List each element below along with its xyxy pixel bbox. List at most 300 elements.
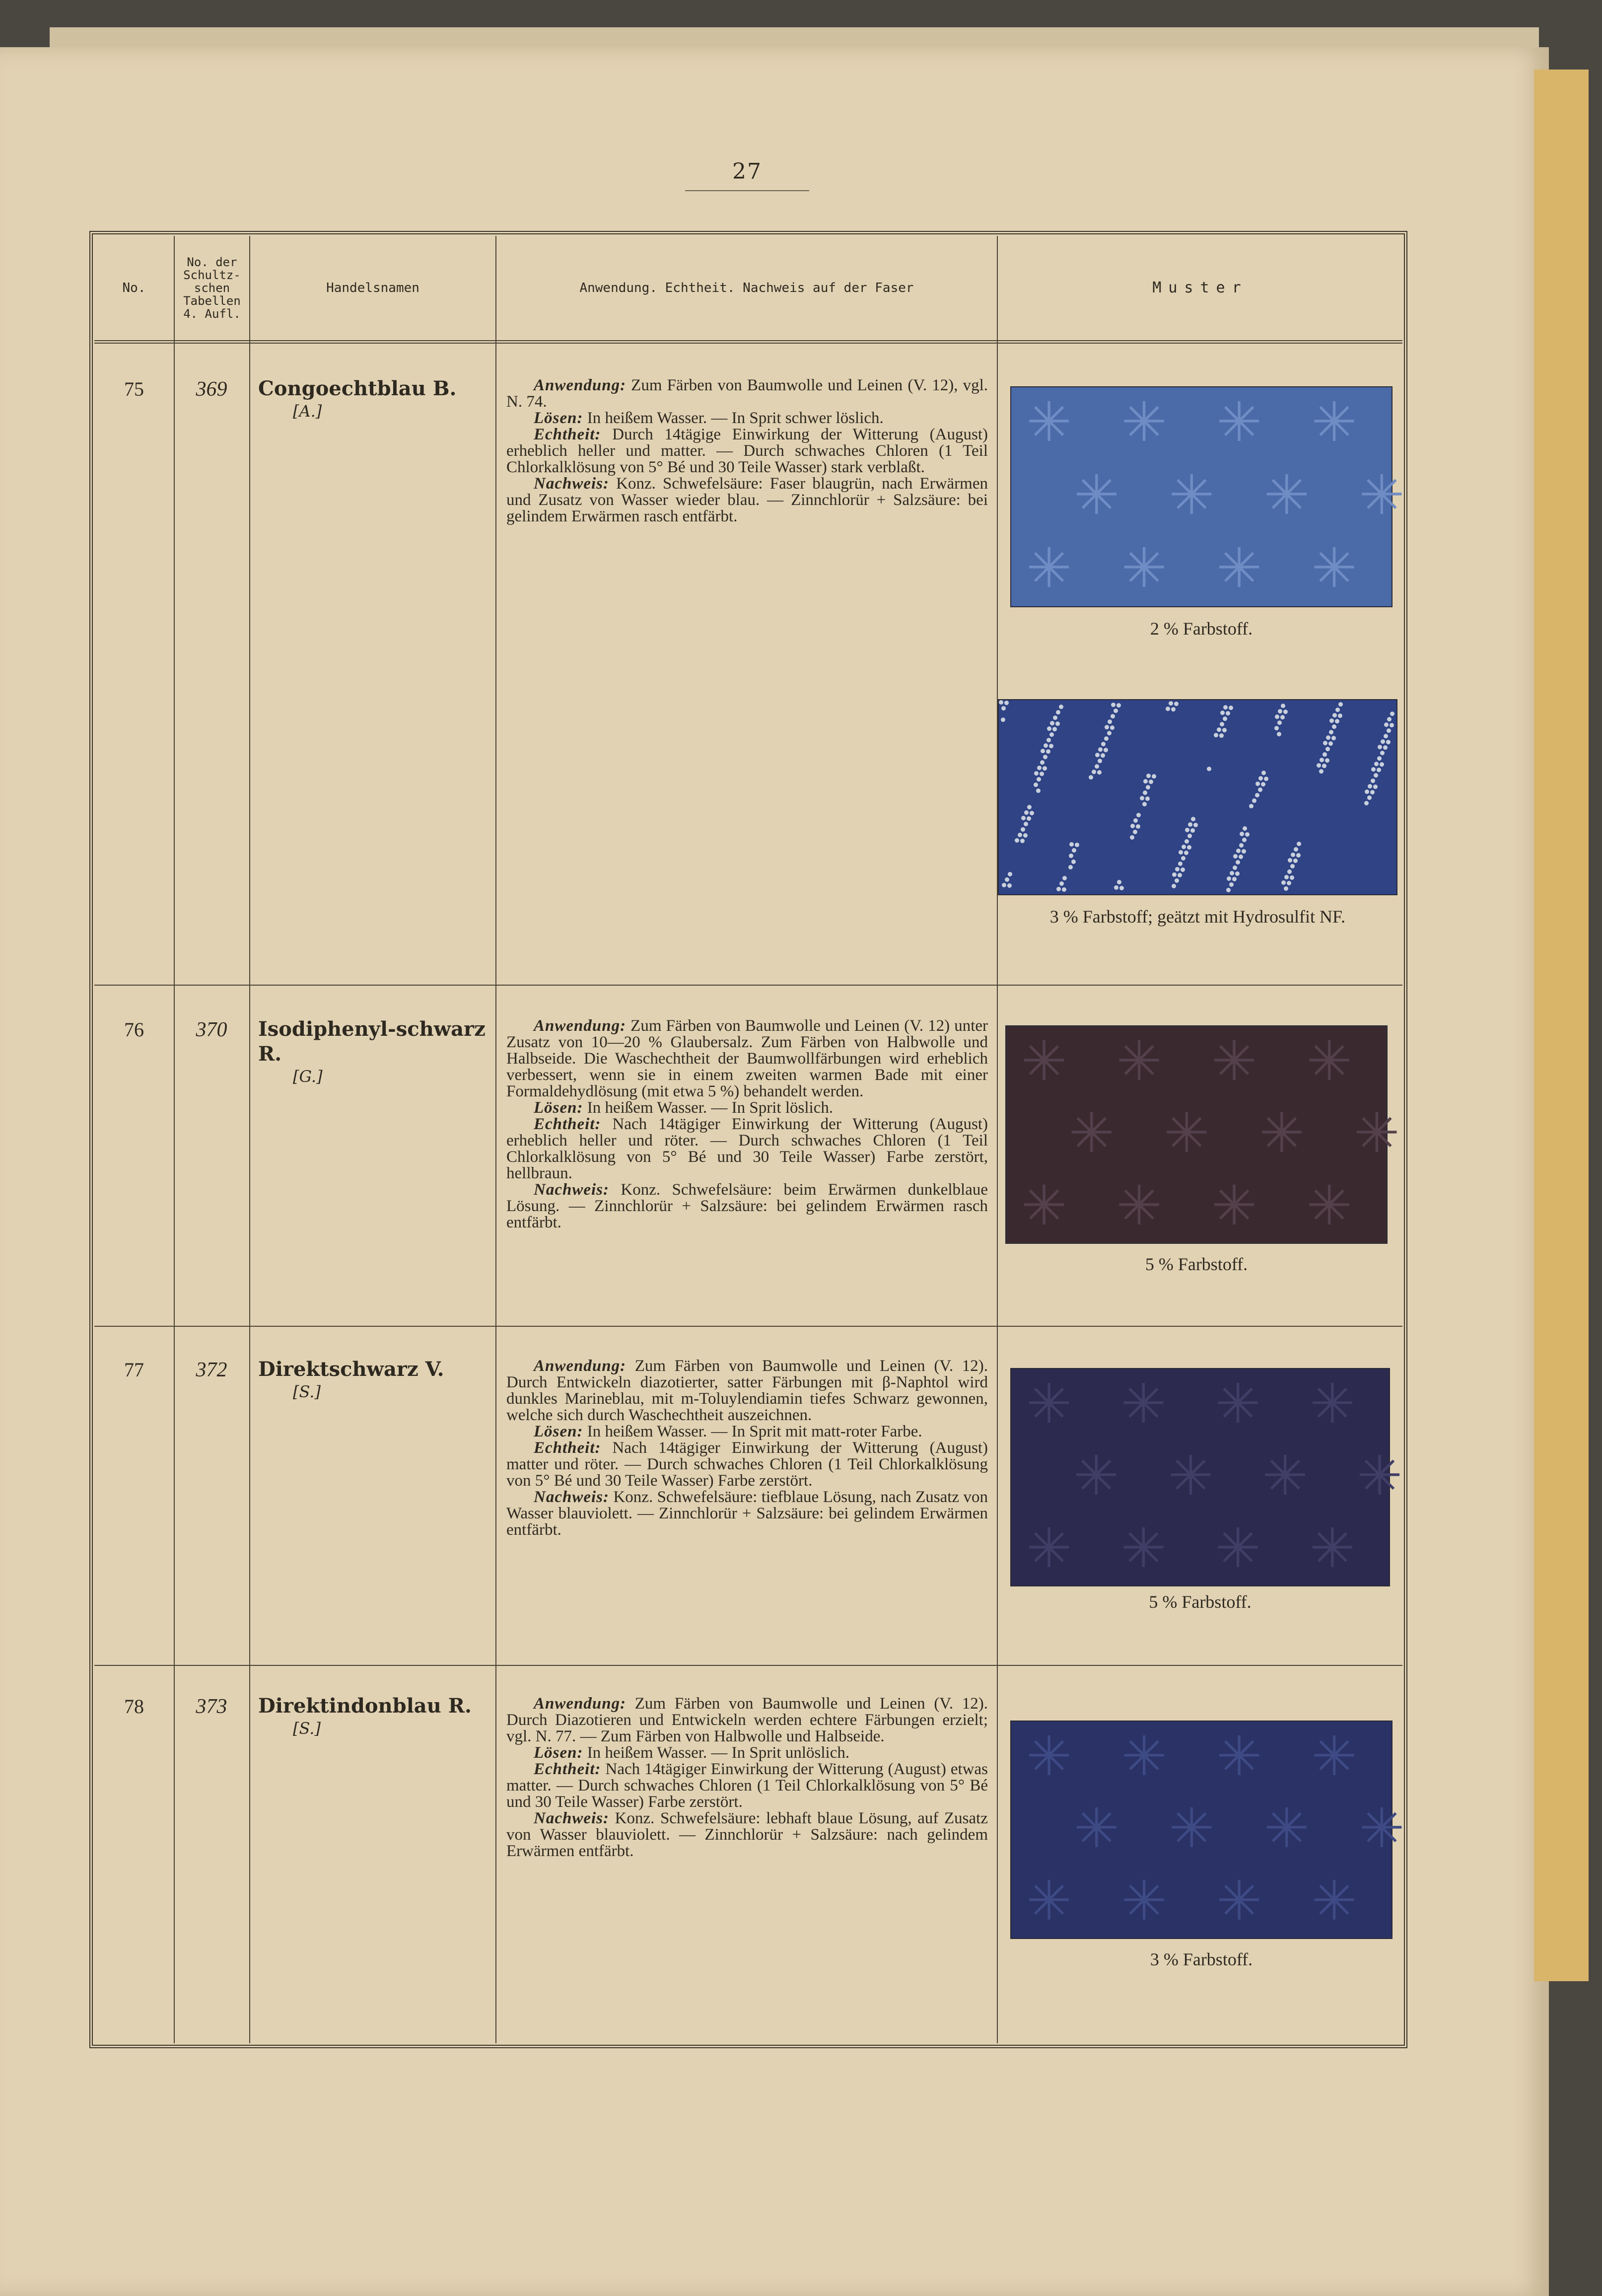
text-nachweis: Konz. Schwefelsäure: beim Erwärmen dunkelblaue Lösung. — Zinnchlorür + Salzsäure: bei gelindem Erwärmen rasch entfärbt.: [506, 1181, 988, 1231]
etched-dot-icon: [1005, 877, 1009, 882]
etched-dot-icon: [1095, 764, 1099, 769]
etched-dot-icon: [1004, 701, 1009, 705]
etched-dot-icon: [1284, 886, 1288, 891]
star-motif-icon: ✳: [1216, 390, 1262, 454]
star-motif-icon: ✳: [1026, 1724, 1072, 1788]
etched-dot-icon: [1020, 839, 1025, 843]
page-number: 27: [685, 159, 809, 191]
header-no: No.: [122, 281, 146, 295]
etched-dot-icon: [1214, 733, 1218, 737]
text-echtheit: Nach 14tägiger Einwirkung der Witterung (August) matter und röter. — Durch schwaches Chloren (1 Teil Chlorkalklösung von 5° Bé und 30 Teile Wasser) Farbe zerstört.: [506, 1439, 988, 1490]
star-motif-icon: ✳: [1263, 1796, 1310, 1861]
text-echtheit: Nach 14tägiger Einwirkung der Witterung (August) erheblich heller und röter. — Durch schwaches Chloren (1 Teil Chlorkalklösung von 5° Bé und 30 Teile Wasser) Farbe zerstört, hellbraun.: [506, 1115, 988, 1182]
star-motif-icon: ✳: [1216, 1868, 1262, 1933]
etched-dot-icon: [1249, 804, 1254, 808]
etched-dot-icon: [1146, 785, 1150, 789]
etched-dot-icon: [1367, 795, 1372, 800]
etched-dot-icon: [1075, 843, 1079, 847]
star-motif-icon: ✳: [1169, 1796, 1215, 1861]
etched-dot-icon: [1116, 703, 1121, 708]
etched-dot-icon: [1136, 824, 1140, 829]
etched-dot-icon: [1233, 854, 1238, 859]
star-motif-icon: ✳: [1121, 1724, 1167, 1788]
fabric-sample: [1010, 1368, 1403, 1586]
etched-dot-icon: [1328, 741, 1333, 746]
star-motif-icon: ✳: [1215, 1372, 1261, 1435]
etched-dot-icon: [1332, 724, 1336, 729]
label-nachweis: Nachweis:: [534, 1488, 609, 1506]
star-motif-icon: ✳: [1169, 463, 1215, 527]
star-motif-icon: ✳: [1258, 1101, 1305, 1165]
star-motif-icon: ✳: [1354, 1101, 1400, 1165]
etched-dot-icon: [1364, 801, 1369, 805]
etched-dot-icon: [1371, 779, 1375, 783]
etched-dot-icon: [1041, 749, 1045, 753]
trade-name: [258, 1357, 491, 1402]
text-loesen: In heißem Wasser. — In Sprit löslich.: [587, 1099, 834, 1117]
etched-dot-icon: [1015, 838, 1019, 843]
etched-dot-icon: [1152, 774, 1156, 779]
entry-number: 75: [124, 378, 144, 400]
etched-dot-icon: [1380, 751, 1385, 755]
column-divider: [495, 236, 496, 2043]
etched-dot-icon: [1166, 707, 1170, 711]
etched-dot-icon: [1226, 888, 1231, 892]
star-motif-icon: ✳: [1121, 1868, 1167, 1933]
sample-caption: 2 % Farbstoff.: [1150, 619, 1253, 639]
sample-caption: 5 % Farbstoff.: [1149, 1592, 1252, 1612]
trade-name-text: Congoechtblau B.: [258, 377, 457, 400]
etched-dot-icon: [1068, 865, 1073, 869]
etched-dot-icon: [1055, 721, 1060, 726]
etched-dot-icon: [1261, 771, 1266, 775]
star-motif-icon: ✳: [1164, 1101, 1210, 1165]
etched-dot-icon: [1390, 712, 1394, 716]
star-motif-icon: ✳: [1073, 1444, 1119, 1508]
etched-dot-icon: [1027, 805, 1032, 809]
etched-dot-icon: [1069, 854, 1073, 858]
etched-dot-icon: [1290, 875, 1294, 880]
entry-number: 76: [124, 1018, 144, 1041]
etched-dot-icon: [1242, 838, 1247, 842]
text-loesen: In heißem Wasser. — In Sprit schwer löslich.: [587, 409, 884, 427]
star-motif-icon: ✳: [1311, 536, 1357, 600]
column-divider: [249, 236, 250, 2043]
etched-dot-icon: [1024, 822, 1028, 826]
tabelle-number: 373: [196, 1695, 227, 1718]
etched-dot-icon: [1187, 834, 1192, 838]
etched-dot-icon: [1288, 858, 1292, 862]
sample-caption: 3 % Farbstoff; geätzt mit Hydrosulfit NF.: [1049, 907, 1346, 927]
tabelle-number: 369: [196, 378, 227, 401]
etched-dot-icon: [1008, 872, 1012, 876]
etched-dot-icon: [1240, 832, 1244, 836]
etched-dot-icon: [1384, 734, 1388, 738]
etched-dot-icon: [1191, 817, 1195, 821]
etched-dot-icon: [1175, 867, 1180, 871]
etched-dot-icon: [1280, 715, 1285, 719]
etched-dot-icon: [1383, 745, 1388, 750]
fabric-sample: [1010, 386, 1405, 607]
etched-dot-icon: [1219, 733, 1224, 738]
etched-dot-icon: [1323, 752, 1327, 757]
etched-dot-icon: [1320, 758, 1324, 762]
etched-dot-icon: [1319, 769, 1323, 774]
etched-dot-icon: [1217, 727, 1221, 732]
etched-dot-icon: [1130, 835, 1134, 840]
etched-dot-icon: [1037, 766, 1042, 770]
etched-dot-icon: [1098, 759, 1102, 763]
etched-dot-icon: [1062, 887, 1066, 892]
etched-dot-icon: [1281, 704, 1285, 708]
etched-dot-icon: [1172, 872, 1177, 877]
star-motif-icon: ✳: [1359, 1796, 1405, 1861]
label-echtheit: Echtheit:: [534, 1760, 601, 1778]
star-motif-icon: ✳: [1116, 1029, 1162, 1093]
label-echtheit: Echtheit:: [534, 1115, 601, 1133]
etched-dot-icon: [1021, 816, 1026, 820]
star-motif-icon: ✳: [1120, 1372, 1167, 1435]
header-tabelle: No. der Schultz-schen Tabellen 4. Aufl.: [183, 255, 241, 321]
etched-dot-icon: [1387, 717, 1392, 721]
page-side-edge: [1534, 70, 1589, 1981]
etched-dot-icon: [1172, 884, 1176, 888]
star-motif-icon: ✳: [1120, 1516, 1167, 1580]
star-motif-icon: ✳: [1311, 1868, 1357, 1933]
etched-dot-icon: [1278, 709, 1282, 714]
label-echtheit: Echtheit:: [534, 426, 601, 443]
etched-dot-icon: [1387, 728, 1391, 733]
header-anwendung: Anwendung. Echtheit. Nachweis auf der Faser: [579, 281, 914, 295]
text-nachweis: Konz. Schwefelsäure: lebhaft blaue Lösung, auf Zusatz von Wasser blauviolett. — Zinnchlorür + Salzsäure: nach gelindem Erwärmen entfärbt.: [506, 1809, 988, 1860]
star-motif-icon: ✳: [1359, 463, 1405, 527]
row-divider: [94, 1665, 1402, 1666]
etched-dot-icon: [1317, 763, 1321, 768]
star-motif-icon: ✳: [1211, 1173, 1257, 1237]
etched-dot-icon: [1001, 718, 1005, 722]
etched-dot-icon: [1365, 789, 1369, 794]
etched-dot-icon: [1287, 881, 1291, 885]
star-motif-icon: ✳: [1068, 1101, 1114, 1165]
etched-dot-icon: [1179, 850, 1183, 855]
etched-dot-icon: [1053, 716, 1057, 720]
etched-dot-icon: [1297, 842, 1301, 846]
manufacturer-code: [S.]: [293, 1382, 321, 1401]
trade-name-text: Direktschwarz V.: [258, 1358, 444, 1381]
etched-dot-icon: [1182, 845, 1186, 849]
fabric-sample-etched: [998, 699, 1397, 895]
etched-dot-icon: [1227, 876, 1231, 881]
entry-description: [506, 1018, 988, 1231]
sample-caption: 5 % Farbstoff.: [1145, 1254, 1248, 1274]
star-motif-icon: ✳: [1021, 1029, 1067, 1093]
etched-dot-icon: [1287, 869, 1292, 874]
etched-dot-icon: [1071, 860, 1076, 864]
etched-dot-icon: [1255, 793, 1259, 797]
etched-dot-icon: [1258, 788, 1262, 792]
etched-dot-icon: [1185, 828, 1189, 832]
star-motif-icon: ✳: [1121, 536, 1167, 600]
etched-dot-icon: [1149, 780, 1153, 784]
etched-dot-icon: [1089, 775, 1093, 780]
label-anwendung: Anwendung:: [534, 1695, 627, 1713]
etched-dot-icon: [1143, 790, 1147, 795]
etched-dot-icon: [1117, 880, 1121, 884]
etched-dot-icon: [1325, 747, 1330, 751]
etched-dot-icon: [1145, 796, 1150, 801]
trade-name: [258, 1694, 491, 1738]
etched-dot-icon: [1255, 782, 1260, 786]
star-motif-icon: ✳: [1311, 1724, 1357, 1788]
etched-dot-icon: [1373, 785, 1378, 789]
etched-dot-icon: [1043, 766, 1047, 771]
star-motif-icon: ✳: [1309, 1372, 1355, 1435]
sample-caption: 3 % Farbstoff.: [1150, 1949, 1253, 1969]
etched-dot-icon: [1296, 853, 1301, 858]
column-divider: [174, 236, 175, 2043]
etched-dot-icon: [1101, 753, 1105, 758]
etched-dot-icon: [1049, 732, 1054, 737]
etched-dot-icon: [1114, 885, 1118, 890]
etched-dot-icon: [1187, 845, 1191, 850]
etched-dot-icon: [1243, 826, 1247, 831]
etched-dot-icon: [1236, 849, 1241, 853]
etched-dot-icon: [1049, 744, 1053, 748]
star-motif-icon: ✳: [1309, 1516, 1355, 1580]
etched-dot-icon: [1331, 736, 1336, 740]
etched-dot-icon: [1374, 762, 1379, 766]
label-loesen: Lösen:: [534, 1744, 583, 1762]
etched-dot-icon: [1037, 777, 1041, 782]
text-anwendung: Zum Färben von Baumwolle und Leinen (V. 12), vgl. N. 74.: [506, 376, 988, 411]
etched-dot-icon: [1034, 771, 1039, 776]
label-loesen: Lösen:: [534, 409, 583, 427]
entry-number: 77: [124, 1359, 144, 1381]
entry-description: [506, 377, 988, 525]
etched-dot-icon: [1223, 717, 1227, 721]
text-anwendung: Zum Färben von Baumwolle und Leinen (V. 12) unter Zusatz von 10—20 % Glaubersalz. Zum Färben von Halbwolle und Halbseide. Die Waschechtheit der Baumwollfärbungen wird erheblich verbessert, wenn sie in einem zweiten warmen Bade mit einer Formaldehydlösung (mit etwa 5 %) behandelt werden.: [506, 1017, 988, 1100]
trade-name-text: Isodiphenyl-schwarz R.: [258, 1017, 486, 1066]
etched-dot-icon: [1326, 735, 1330, 740]
etched-dot-icon: [1024, 810, 1029, 815]
text-anwendung: Zum Färben von Baumwolle und Leinen (V. 12). Durch Diazotieren und Entwickeln werden echtere Färbungen erzielt; vgl. N. 77. — Zum Färben von Halbwolle und Halbseide.: [506, 1695, 988, 1745]
etched-dot-icon: [1175, 878, 1179, 883]
etched-dot-icon: [1027, 816, 1031, 821]
header-muster: Muster: [1152, 279, 1248, 296]
etched-dot-icon: [1374, 773, 1378, 778]
etched-dot-icon: [1036, 789, 1041, 793]
etched-dot-icon: [1098, 747, 1103, 752]
etched-dot-icon: [1277, 732, 1281, 736]
etched-dot-icon: [1119, 886, 1124, 890]
label-anwendung: Anwendung:: [534, 1017, 627, 1035]
label-nachweis: Nachweis:: [534, 1181, 609, 1199]
etched-dot-icon: [1281, 880, 1286, 885]
trade-name: [258, 376, 491, 421]
star-motif-icon: ✳: [1216, 536, 1262, 600]
label-anwendung: Anwendung:: [534, 376, 627, 394]
manufacturer-code: [G.]: [293, 1067, 323, 1086]
etched-dot-icon: [1338, 702, 1343, 707]
etched-dot-icon: [1370, 790, 1375, 794]
star-motif-icon: ✳: [1073, 463, 1119, 527]
etched-dot-icon: [1111, 703, 1115, 707]
etched-dot-icon: [1368, 784, 1372, 789]
etched-dot-icon: [1329, 718, 1334, 723]
etched-dot-icon: [1232, 877, 1237, 881]
etched-dot-icon: [1133, 830, 1137, 834]
tabelle-number: 370: [196, 1018, 227, 1041]
etched-dot-icon: [1220, 711, 1225, 715]
etched-dot-icon: [1040, 772, 1044, 776]
etched-dot-icon: [1133, 818, 1138, 823]
etched-dot-icon: [1274, 726, 1279, 730]
etched-dot-icon: [1181, 856, 1185, 861]
etched-dot-icon: [1193, 823, 1198, 827]
star-motif-icon: ✳: [1263, 463, 1310, 527]
etched-dot-icon: [1380, 762, 1384, 767]
etched-dot-icon: [1338, 714, 1342, 718]
row-divider: [94, 1326, 1402, 1327]
etched-dot-icon: [1104, 748, 1108, 752]
header-handelsnamen: Handelsnamen: [326, 281, 419, 295]
label-loesen: Lösen:: [534, 1099, 583, 1117]
etched-dot-icon: [1233, 865, 1237, 870]
manufacturer-code: [A.]: [293, 402, 322, 421]
etched-dot-icon: [1114, 709, 1118, 713]
text-nachweis: Konz. Schwefelsäure: tiefblaue Lösung, nach Zusatz von Wasser blauviolett. — Zinnchlorür + Salzsäure: bei gelindem Erwärmen entfärbt.: [506, 1488, 988, 1539]
etched-dot-icon: [1046, 738, 1051, 742]
etched-dot-icon: [1069, 842, 1074, 847]
text-echtheit: Durch 14tägige Einwirkung der Witterung (August) erheblich heller und matter. — Durch schwaches Chloren (1 Teil Chlorkalklösung von 5° Bé und 30 Teile Wasser) stark verblaßt.: [506, 426, 988, 476]
etched-dot-icon: [1239, 855, 1243, 859]
etched-dot-icon: [1136, 813, 1141, 817]
etched-dot-icon: [1207, 767, 1211, 771]
etched-dot-icon: [1007, 883, 1012, 888]
star-motif-icon: ✳: [1026, 1516, 1072, 1580]
star-motif-icon: ✳: [1073, 1796, 1119, 1861]
etched-dot-icon: [1130, 824, 1135, 828]
etched-dot-icon: [1097, 770, 1102, 775]
star-motif-icon: ✳: [1216, 1724, 1262, 1788]
etched-dot-icon: [1239, 843, 1244, 848]
etched-dot-icon: [1044, 743, 1048, 748]
etched-dot-icon: [1107, 731, 1112, 735]
etched-dot-icon: [1178, 861, 1183, 866]
etched-dot-icon: [1072, 848, 1076, 853]
etched-dot-icon: [1223, 705, 1228, 710]
etched-dot-icon: [1092, 770, 1096, 774]
etched-dot-icon: [1095, 753, 1100, 757]
star-motif-icon: ✳: [1026, 536, 1072, 600]
etched-dot-icon: [1329, 730, 1333, 734]
etched-dot-icon: [1283, 710, 1288, 714]
label-nachweis: Nachweis:: [534, 475, 609, 493]
star-motif-icon: ✳: [1021, 1173, 1067, 1237]
star-motif-icon: ✳: [1211, 1029, 1257, 1093]
etched-dot-icon: [1043, 755, 1047, 759]
star-motif-icon: ✳: [1168, 1444, 1214, 1508]
etched-dot-icon: [1291, 853, 1295, 857]
star-motif-icon: ✳: [1026, 1372, 1072, 1435]
etched-dot-icon: [1056, 710, 1060, 715]
etched-dot-icon: [1252, 798, 1256, 803]
header-divider: [94, 340, 1402, 344]
etched-dot-icon: [1046, 749, 1050, 754]
fabric-sample: [1010, 1721, 1405, 1939]
etched-dot-icon: [1377, 768, 1381, 772]
star-motif-icon: ✳: [1116, 1173, 1162, 1237]
etched-dot-icon: [1101, 742, 1106, 746]
etched-dot-icon: [1040, 760, 1045, 765]
etched-dot-icon: [1293, 859, 1298, 863]
star-motif-icon: ✳: [1306, 1029, 1352, 1093]
etched-dot-icon: [1242, 849, 1246, 854]
text-nachweis: Konz. Schwefelsäure: Faser blaugrün, nach Erwärmen und Zusatz von Wasser wieder blau. — Zinnchlorür + Salzsäure: bei gelindem Erwärmen rasch entfärbt.: [506, 475, 988, 525]
etched-dot-icon: [1018, 833, 1022, 837]
etched-dot-icon: [1021, 827, 1025, 832]
etched-dot-icon: [1332, 713, 1337, 718]
tabelle-number: 372: [196, 1359, 227, 1381]
etched-dot-icon: [1030, 811, 1034, 815]
etched-dot-icon: [1261, 782, 1265, 787]
etched-dot-icon: [1104, 736, 1109, 741]
etched-dot-icon: [1264, 777, 1268, 781]
entry-number: 78: [124, 1695, 144, 1718]
etched-dot-icon: [1140, 796, 1144, 800]
etched-dot-icon: [1174, 702, 1179, 706]
trade-name-text: Direktindonblau R.: [258, 1694, 472, 1718]
etched-dot-icon: [1245, 832, 1250, 837]
etched-dot-icon: [1052, 727, 1057, 731]
star-motif-icon: ✳: [1306, 1173, 1352, 1237]
etched-dot-icon: [1034, 783, 1038, 787]
star-motif-icon: ✳: [1311, 390, 1357, 454]
star-motif-icon: ✳: [1026, 1868, 1072, 1933]
column-divider: [997, 236, 998, 2043]
etched-dot-icon: [1235, 871, 1240, 876]
etched-dot-icon: [1222, 728, 1227, 732]
etched-dot-icon: [1325, 758, 1329, 763]
etched-dot-icon: [1220, 722, 1224, 726]
etched-dot-icon: [1236, 860, 1240, 864]
etched-dot-icon: [1178, 873, 1182, 877]
etched-dot-icon: [1371, 767, 1376, 772]
row-divider: [94, 985, 1402, 986]
etched-dot-icon: [1322, 764, 1326, 768]
star-motif-icon: ✳: [1262, 1444, 1308, 1508]
entry-description: [506, 1358, 988, 1538]
etched-dot-icon: [1277, 720, 1282, 725]
etched-dot-icon: [1062, 876, 1067, 880]
etched-dot-icon: [1110, 725, 1114, 730]
etched-dot-icon: [1001, 706, 1006, 711]
etched-dot-icon: [1190, 828, 1195, 833]
etched-dot-icon: [1284, 875, 1289, 879]
fabric-sample: [1005, 1025, 1400, 1244]
etched-dot-icon: [1059, 705, 1063, 709]
etched-dot-icon: [1111, 714, 1115, 718]
manufacturer-code: [S.]: [293, 1719, 321, 1738]
etched-dot-icon: [1142, 802, 1147, 806]
etched-dot-icon: [1023, 833, 1028, 838]
etched-dot-icon: [1188, 822, 1192, 827]
etched-dot-icon: [1230, 871, 1234, 875]
etched-dot-icon: [1047, 726, 1051, 731]
etched-dot-icon: [1390, 723, 1394, 727]
star-motif-icon: ✳: [1356, 1444, 1403, 1508]
etched-dot-icon: [1229, 706, 1233, 710]
